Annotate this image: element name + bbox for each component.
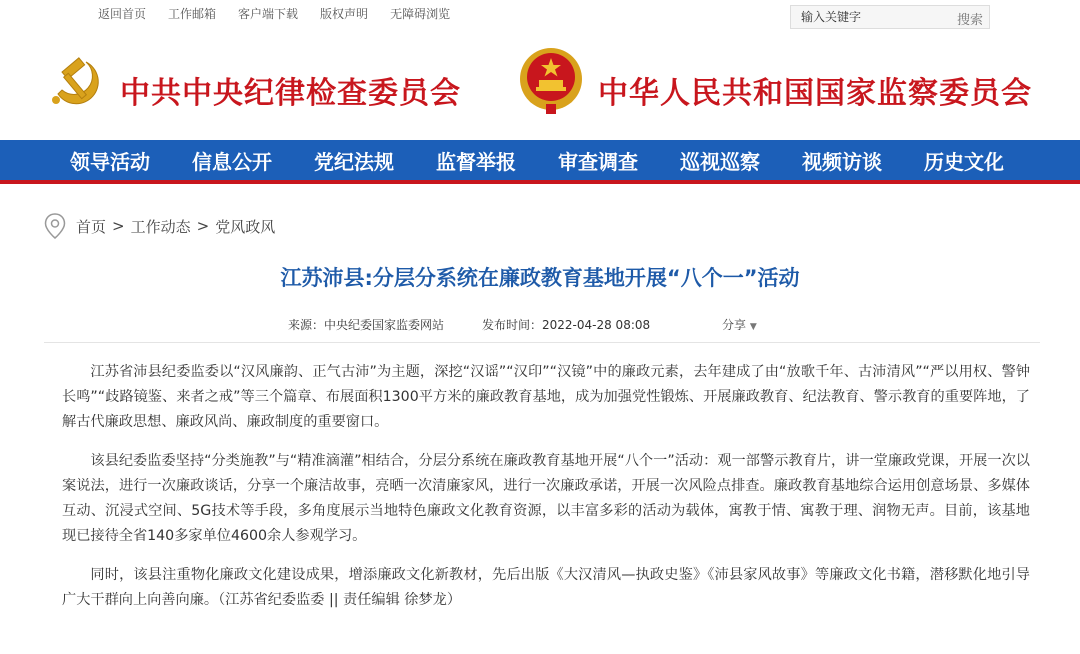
site-header	[0, 30, 1080, 140]
ccdi-title[interactable]: 中共中央纪律检查委员会	[120, 76, 461, 111]
nav-item-leadership[interactable]: 领导活动	[70, 150, 150, 174]
link-client-download[interactable]: 客户端下载	[238, 7, 299, 21]
main-nav	[0, 140, 1080, 184]
nav-item-inspection[interactable]: 巡视巡察	[680, 150, 760, 174]
link-copyright[interactable]: 版权声明	[320, 7, 369, 21]
hammer-sickle-emblem-icon[interactable]	[46, 52, 106, 112]
top-links	[98, 5, 450, 22]
national-emblem-icon[interactable]	[518, 46, 584, 116]
breadcrumb-party-style[interactable]: 党风政风	[215, 217, 276, 236]
breadcrumb-home[interactable]: 首页	[76, 217, 107, 236]
nsc-title[interactable]: 中华人民共和国国家监察委员会	[598, 76, 1032, 111]
link-home[interactable]: 返回首页	[98, 7, 147, 21]
nav-item-investigation[interactable]: 审查调查	[558, 150, 638, 174]
article-body	[62, 360, 1030, 627]
link-accessibility[interactable]: 无障碍浏览	[390, 7, 451, 21]
nav-item-info-disclosure[interactable]: 信息公开	[192, 150, 272, 174]
nav-item-video[interactable]: 视频访谈	[802, 150, 882, 174]
search-box	[790, 5, 990, 29]
article-paragraph: 江苏省沛县纪委监委以“汉风廉韵、正气古沛”为主题，深挖“汉谣”“汉印”“汉镜”中的廉政元素，去年建成了由“放歌千年、古沛清风”“严以用权、警钟长鸣”“歧路镜鉴、来者之戒”等三个篇章、布展面积1300平方米的廉政教育基地，成为加强党性锻炼、开展廉政教育、纪法教育、警示教育的重要阵地，了解古代廉政思想、廉政风尚、廉政制度的重要窗口。	[62, 364, 1030, 430]
share-label: 分享	[722, 318, 747, 332]
location-pin-icon	[44, 213, 66, 239]
search-input[interactable]	[791, 6, 951, 28]
article-time: 发布时间：2022-04-28 08:08	[482, 318, 651, 332]
article-paragraph: 同时，该县注重物化廉政文化建设成果，增添廉政文化新教材，先后出版《大汉清风—执政史鉴》《沛县家风故事》等廉政文化书籍，潜移默化地引导广大干群向上向善向廉。（江苏省纪委监委 || 责任编辑 徐梦龙）	[62, 567, 1030, 608]
chevron-down-icon: ▼	[749, 322, 757, 332]
nav-item-regulations[interactable]: 党纪法规	[314, 150, 394, 174]
breadcrumb-separator: >	[196, 217, 210, 235]
top-bar	[0, 0, 1080, 30]
breadcrumb	[44, 212, 275, 240]
share-button[interactable]	[722, 316, 757, 333]
search-button[interactable]: 搜索	[956, 13, 983, 28]
link-mailbox[interactable]: 工作邮箱	[168, 7, 217, 21]
divider	[44, 342, 1040, 343]
nav-item-report[interactable]: 监督举报	[436, 150, 516, 174]
breadcrumb-work-news[interactable]: 工作动态	[130, 217, 191, 236]
article-source: 来源：中央纪委国家监委网站	[288, 318, 445, 332]
nav-item-history[interactable]: 历史文化	[924, 150, 1004, 174]
article-title: 江苏沛县:分层分系统在廉政教育基地开展“八个一”活动	[280, 266, 800, 290]
article-paragraph: 该县纪委监委坚持“分类施教”与“精准滴灌”相结合，分层分系统在廉政教育基地开展“八个一”活动：观一部警示教育片，讲一堂廉政党课，开展一次以案说法，进行一次廉政谈话，分享一个廉洁故事，亮晒一次清廉家风，进行一次廉政承诺，开展一次风险点排查。廉政教育基地综合运用创意场景、多媒体互动、沉浸式空间、5G技术等手段，多角度展示当地特色廉政文化教育资源，以丰富多彩的活动为载体，寓教于情、寓教于理、润物无声。目前，该基地现已接待全省140多家单位4600余人参观学习。	[62, 453, 1030, 544]
breadcrumb-separator: >	[112, 217, 125, 235]
